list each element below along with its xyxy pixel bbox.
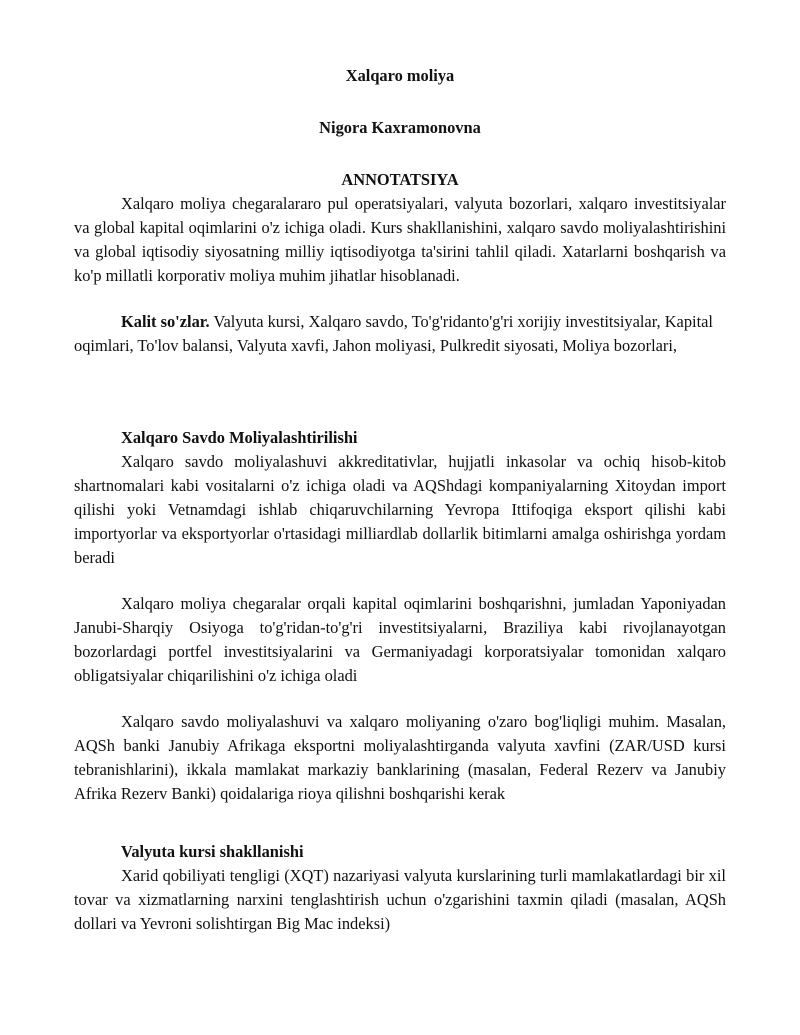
section1-paragraph: Xalqaro savdo moliyalashuvi akkreditativlar, hujjatli inkasolar va ochiq hisob-kitob shartnomalari kabi vositalarni o'z ichiga oladi va AQShdagi kompaniyalarning Xitoydan import qilishi yoki Vetnamdagi ishlab chiqaruvchilarning Yevropa Ittifoqiga eksport qilishi kabi importyorlar va eksportyorlar o'rtasidagi milliardlab dollarlik bitimlarni amalga oshirishga yordam beradi [74, 452, 726, 567]
section-heading-exchange-rate: Valyuta kursi shakllanishi [121, 842, 304, 861]
author-name: Nigora Kaxramonovna [319, 118, 481, 137]
section1-paragraph: Xalqaro savdo moliyalashuvi va xalqaro moliyaning o'zaro bog'liqligi muhim. Masalan, AQSh banki Janubiy Afrikaga eksportni moliyalashtirganda valyuta xavfini (ZAR/USD kursi tebranishlarini), ikkala mamlakat markaziy banklarining (masalan, Federal Rezerv va Janubiy Afrika Rezerv Banki) qoidalariga rioya qilishni boshqarishi kerak [74, 712, 726, 803]
keywords-paragraph [74, 310, 726, 358]
abstract-paragraph: Xalqaro moliya chegaralararo pul operatsiyalari, valyuta bozorlari, xalqaro investitsiyalar va global kapital oqimlarini o'z ichiga oladi. Kurs shakllanishini, xalqaro savdo moliyalashtirishini va global iqtisodiy siyosatning milliy iqtisodiyotga ta'sirini tahlil qiladi. Xatarlarni boshqarish va ko'p millatli korporativ moliya muhim jihatlar hisoblanadi. [74, 194, 726, 285]
keywords-text: Valyuta kursi, Xalqaro savdo, To'g'ridanto'g'ri xorijiy investitsiyalar, Kapital oqimlari, To'lov balansi, Valyuta xavfi, Jahon moliyasi, Pulkredit siyosati, Moliya bozorlari, [74, 312, 713, 355]
abstract-heading: ANNOTATSIYA [341, 170, 459, 189]
keywords-label: Kalit so'zlar. [121, 312, 210, 331]
section1-paragraph: Xalqaro moliya chegaralar orqali kapital oqimlarini boshqarishni, jumladan Yaponiyadan Janubi-Sharqiy Osiyoga to'g'ridan-to'g'ri investitsiyalarni, Braziliya kabi rivojlanayotgan bozorlardagi portfel investitsiyalarini va Germaniyadagi korporatsiyalar tomonidan xalqaro obligatsiyalar chiqarilishini o'z ichiga oladi [74, 594, 726, 685]
section-heading-trade-finance: Xalqaro Savdo Moliyalashtirilishi [121, 428, 358, 447]
section2-paragraph: Xarid qobiliyati tengligi (XQT) nazariyasi valyuta kurslarining turli mamlakatlardagi bir xil tovar va xizmatlarning narxini tenglashtirish uchun o'zgarishini taxmin qiladi (masalan, AQSh dollari va Yevroni solishtirgan Big Mac indeksi) [74, 866, 726, 933]
document-title: Xalqaro moliya [345, 66, 455, 85]
